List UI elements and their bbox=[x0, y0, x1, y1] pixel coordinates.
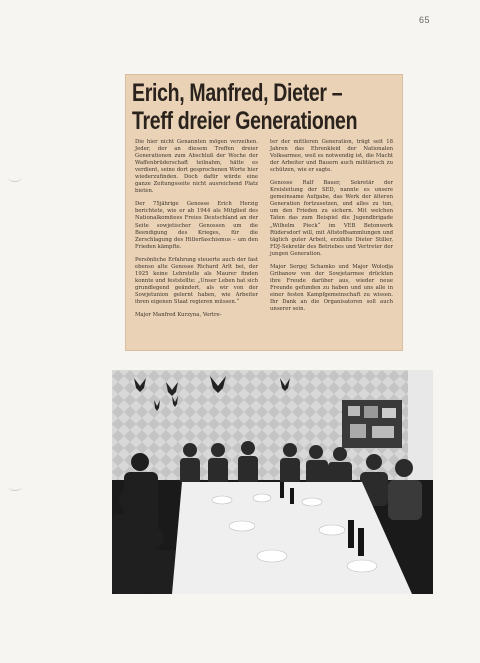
article-body bbox=[135, 139, 393, 349]
paragraph: Major Manfred Kurzyna, Vertre- bbox=[135, 312, 222, 319]
punch-hole bbox=[8, 172, 22, 182]
paragraph: Major Sergej Schamko und Major Wolodja Gribanow von der Sowjetarmee drückten ihre Freude darüber aus, wieder neue Freunde gefunden zu haben und uns alle in einer festen Kampfgemeinschaft zu wissen. Ihr Dank an die Organisatoren soll auch unserer sein. bbox=[270, 263, 393, 313]
page-number: 65 bbox=[418, 15, 430, 25]
headline-line-1: Erich, Manfred, Dieter – bbox=[132, 79, 343, 107]
paragraph: Genosse Ralf Bauer, Sekretär der Kreisleitung der SED, nannte es unsere gemeinsame Aufgabe, das Werk der älteren Generation fortzusetzen, und alles zu tun, um den Frieden zu sichern. Mit welchen Taten das zum Beispiel die Jugendbrigade „Wilhelm Pieck“ im VEB Betonwerk Rüdersdorf will, mit Altstoffsammlungen und täglich guter Arbeit, erzählte Dieter Stiller, FDJ-Sekretär des Betriebes und Vertreter der jungen Generation. bbox=[270, 180, 393, 257]
punch-hole bbox=[8, 481, 22, 491]
article-column-1 bbox=[135, 139, 258, 349]
meeting-photo-image bbox=[112, 370, 433, 594]
article-column-2 bbox=[270, 139, 393, 349]
headline bbox=[132, 79, 358, 135]
paragraph: Persönliche Erfahrung steuerte auch der fast ebenso alte Genosse Richard Arlt bei, der 1925 keine Lehrstelle als Maurer finden konnte und feststellte: „Unser Leben hat sich grundlegend geändert, als wir von der Sowjetunion gelernt haben, wie Arbeiter ihren eigenen Staat regieren müssen.“ bbox=[135, 256, 258, 305]
paragraph: Der 75jährige Genosse Erich Herzig berichtete, wie er ab 1944 als Mitglied des Nationalkomitees Freies Deutschland an der Seite sowjetischer Genossen um die Beendigung des Krieges, für die Zerschlagung des Hitlerfaschismus – um den Frieden kämpfte. bbox=[135, 201, 258, 250]
meeting-photo bbox=[112, 370, 433, 594]
headline-line-2: Treff dreier Generationen bbox=[132, 107, 358, 135]
paragraph: Die hier nicht Genannten mögen verzeihen. Jeder, der an diesem Treffen dreier Generationen zum Abschluß der Woche der Waffenbrüderschaft teilnahm, hätte es verdient, seine dort gesprochenen Worte hier wiederzufinden. Doch dafür würde eine ganze Zeitungsseite nicht ausreichend Platz bieten. bbox=[135, 139, 258, 195]
paragraph: ter der mittleren Generation, trägt seit 18 Jahren das Ehrenkleid der Nationalen Volksarmee, weil es notwendig ist, die Macht der Arbeiter und Bauern auch militärisch zu schützen, wie er sagte. bbox=[270, 139, 393, 174]
newspaper-clipping bbox=[126, 75, 402, 350]
